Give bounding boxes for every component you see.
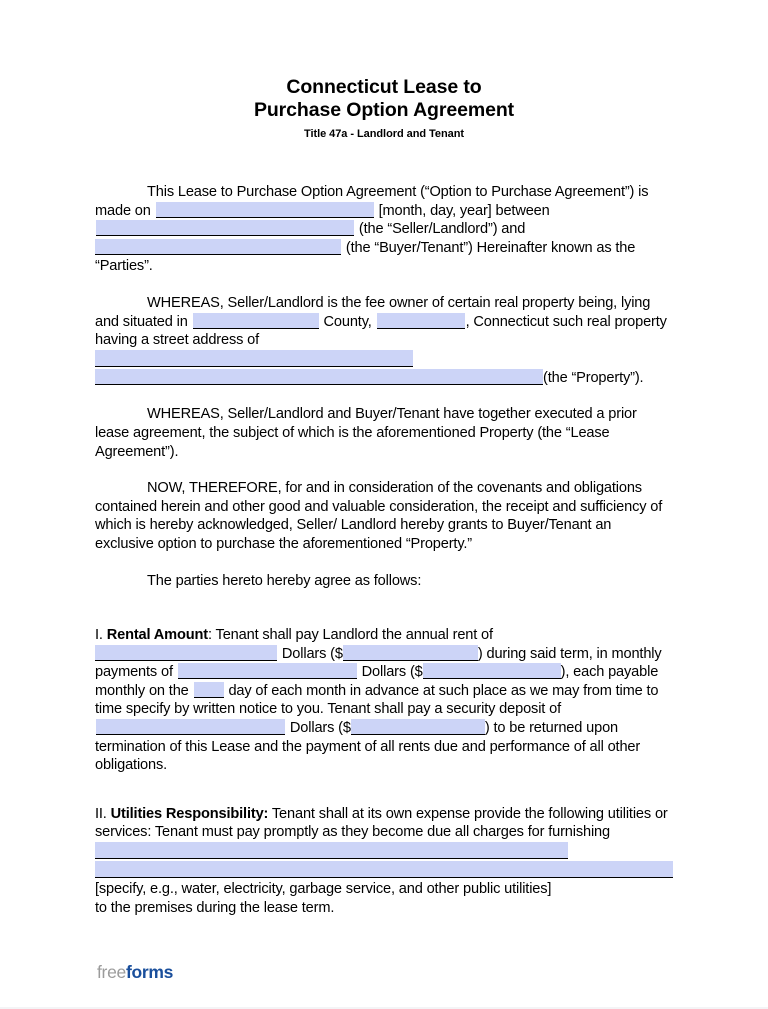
paragraph-now-therefore: NOW, THEREFORE, for and in consideration of the covenants and obligations contained herein and other good and valuable consideration, the receipt and sufficiency of which is hereby acknowledged, Seller/ Landlord hereby grants to Buyer/Tenant an exclusive option to purchase the aforementioned “Property.”	[95, 480, 663, 552]
section-rental-amount	[95, 626, 673, 775]
utilities-specify-note: [specify, e.g., water, electricity, garbage service, and other public utilities]	[95, 881, 552, 898]
paragraph-whereas-prior-lease: WHEREAS, Seller/Landlord and Buyer/Tenant have together executed a prior lease agreement, the subject of which is the aforementioned Property (the “Lease Agreement”).	[95, 406, 637, 460]
paragraph-property-close	[95, 369, 673, 388]
field-annual-rent-amount[interactable]	[343, 645, 478, 661]
section-utilities-responsibility	[95, 805, 673, 842]
field-security-deposit-amount[interactable]	[351, 719, 485, 735]
field-utilities-line-2[interactable]	[95, 861, 673, 878]
paragraph-intro	[95, 183, 673, 276]
section-1-text-7: Dollars ($	[289, 720, 351, 737]
field-county[interactable]	[193, 313, 319, 329]
paragraph-parties-agree: The parties hereto hereby agree as follows:	[147, 572, 422, 589]
spacer	[95, 554, 673, 572]
field-annual-rent-words[interactable]	[95, 645, 277, 661]
spacer	[95, 387, 673, 405]
section-1-text-4: Dollars ($	[361, 664, 423, 681]
section-1-text-2: Dollars ($	[281, 645, 343, 662]
logo-text-forms: forms	[125, 962, 174, 982]
utilities-premises-note: to the premises during the lease term.	[95, 899, 335, 916]
paragraph-whereas-owner	[95, 294, 673, 350]
section-2-heading: Utilities Responsibility:	[110, 805, 269, 822]
field-security-deposit-words[interactable]	[96, 719, 285, 735]
document-title-block	[95, 0, 673, 141]
intro-text-3: (the “Seller/Landlord”) and	[358, 221, 526, 238]
spacer	[95, 775, 673, 797]
field-street-address-line-1[interactable]	[95, 350, 413, 367]
spacer	[95, 141, 673, 163]
section-1-heading: Rental Amount	[106, 627, 209, 644]
spacer	[95, 461, 673, 479]
spacer	[95, 276, 673, 294]
intro-text-2: [month, day, year] between	[378, 202, 550, 219]
spacer	[95, 797, 673, 805]
whereas-owner-text-4: (the “Property”).	[543, 369, 644, 386]
intro-text-1: This Lease to Purchase Option Agreement (“Option to Purchase Agreement”) is made on	[95, 184, 649, 219]
spacer	[95, 612, 673, 626]
field-seller-landlord-name[interactable]	[96, 220, 354, 236]
section-2-text-1: Tenant shall at its own expense provide the following utilities or services: Tenant must pay promptly as they become due all charges for furnishing	[95, 805, 668, 841]
field-buyer-tenant-name[interactable]	[95, 239, 341, 255]
section-1-text-8: ) to be returned upon termination of this Lease and the payment of all rents due and performance of all other obligations.	[95, 720, 641, 774]
document-title-line-1: Connecticut Lease to	[286, 76, 482, 98]
section-1-text-5: ), each payable monthly on the	[95, 664, 659, 699]
field-city[interactable]	[377, 313, 465, 329]
freeforms-logo[interactable]	[97, 962, 173, 982]
field-utilities-line-1[interactable]	[95, 842, 568, 859]
field-monthly-payment-words[interactable]	[178, 663, 357, 679]
section-1-number: I.	[95, 627, 103, 644]
field-street-address-line-2[interactable]	[95, 369, 543, 385]
document-body	[95, 0, 673, 917]
spacer	[95, 590, 673, 612]
section-1-text-3: ) during said term, in monthly payments of	[95, 645, 662, 681]
intro-text-4: (the “Buyer/Tenant”) Hereinafter known as the “Parties”.	[95, 239, 636, 275]
logo-text-free: free	[97, 962, 126, 982]
section-1-text-6: day of each month in advance at such place as we may from time to time specify by written notice to you. Tenant shall pay a security deposit of	[95, 682, 659, 718]
whereas-owner-text-1: WHEREAS, Seller/Landlord is the fee owner of certain real property being, lying and situated in	[95, 294, 651, 330]
document-subtitle: Title 47a - Landlord and Tenant	[303, 128, 464, 140]
document-title-line-2: Purchase Option Agreement	[253, 99, 515, 121]
section-2-number: II.	[95, 805, 107, 822]
field-monthly-payment-amount[interactable]	[423, 663, 561, 679]
spacer	[95, 163, 673, 183]
field-made-on-date[interactable]	[156, 202, 374, 218]
whereas-owner-text-3: , Connecticut such real property having a street address of	[95, 313, 667, 349]
whereas-owner-text-2: County,	[323, 313, 372, 330]
field-due-day[interactable]	[194, 682, 224, 698]
section-1-text-1: : Tenant shall pay Landlord the annual rent of	[208, 627, 493, 644]
